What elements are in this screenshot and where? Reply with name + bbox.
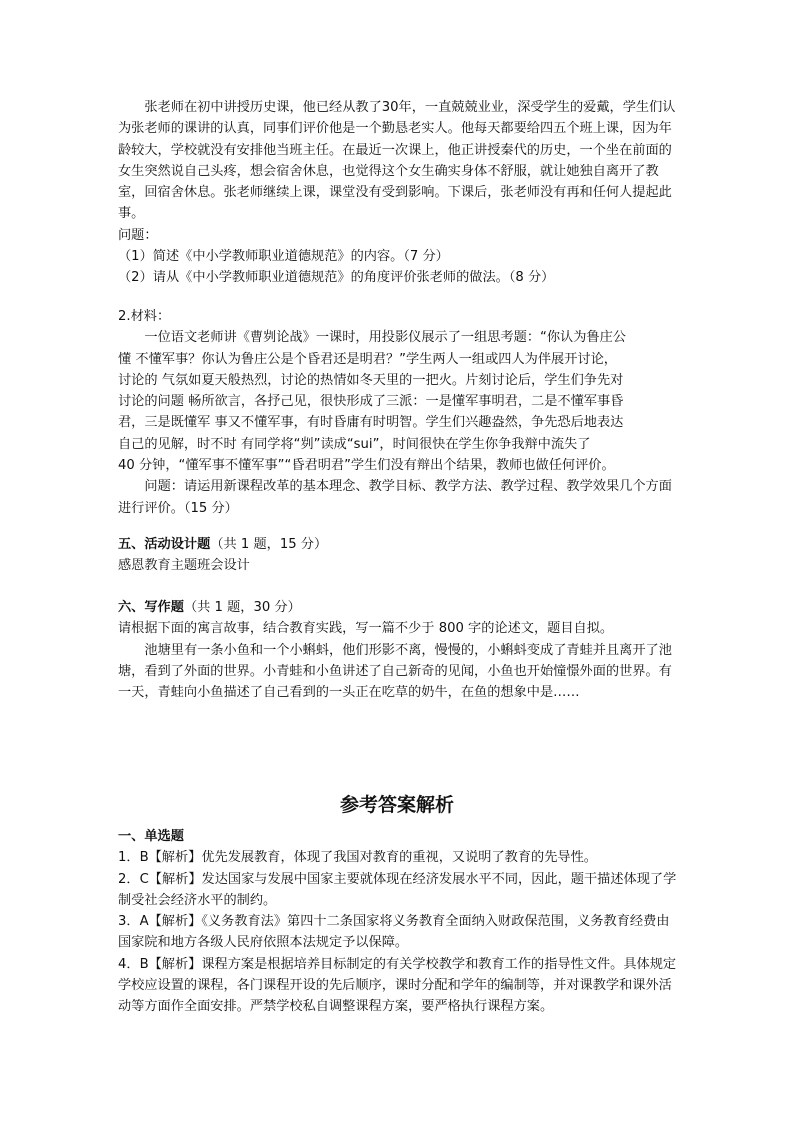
answers-block [118,826,678,1018]
answer-item: 3．A【解析】《义务教育法》第四十二条国家将义务教育全面纳入财政保范围，义务教育经费由国家院和地方各级人民府依照本法规定予以保障。 [118,914,670,951]
answer-item: 4．B【解析】课程方案是根据培养目标制定的有关学校教学和教育工作的指导性文件。具体规定学校应设置的课程，各门课程开设的先后顺序，课时分配和学年的编制等，并对课教学和课外活动等方面作全面安排。严禁学校私自调整课程方案，要严格执行课程方案。 [118,956,677,1015]
section6-title: 六、写作题 [118,600,184,615]
case1-question-label: 问题： [118,227,158,243]
case2-line: 讨论的 气氛如夏天般热烈，讨论的热情如冬天里的一把火。片刻讨论后，学生们争先对 [118,372,624,388]
section5-block [118,534,678,577]
section6-block [118,597,678,703]
answer-item: 1．B【解析】优先发展教育，体现了我国对教育的重视，又说明了教育的先导性。 [118,850,597,866]
case2-material [118,327,678,476]
case1-paragraph: 张老师在初中讲授历史课，他已经从教了30年，一直兢兢业业，深受学生的爱戴，学生们认为张老师的课讲的认真，同事们评价他是一个勤恳老实人。他每天都要给四五个班上课，因为年龄较大，学校就没有安排他当班主任。在最近一次课上，他正讲授秦代的历史，一个坐在前面的女生突然说自己头疼，想会宿舍休息，也觉得这个女生确实身体不舒服，就让她独自离开了教室，回宿舍休息。张老师继续上课，课堂没有受到影响。下课后，张老师没有再和任何人提起此事。 [118,100,676,222]
case2-line: 40 分钟，“懂军事不懂军事”“昏君明君”学生们没有辩出个结果，教师也做任何评价。 [118,458,615,474]
section6-instruction: 请根据下面的寓言故事，结合教育实践，写一篇不少于 800 字的论述文，题目自拟。 [118,621,614,637]
answers-title: 参考答案解析 [339,794,454,816]
case1-question-1: （1）简述《中小学教师职业道德规范》的内容。（7 分） [118,249,449,265]
case1-question-2: （2）请从《中小学教师职业道德规范》的角度评价张老师的做法。（8 分） [118,270,555,286]
case2-block [118,306,678,519]
section5-title: 五、活动设计题 [118,537,211,552]
section5-meta: （共 1 题，15 分） [210,537,328,552]
case2-label: 2.材料： [118,309,171,324]
case2-line: 君，三是既懂军 事又不懂军事，有时昏庸有时明智。学生们兴趣盎然，争先恐后地表达 [118,415,624,431]
case2-line: 讨论的问题 畅所欲言，各抒己见，很快形成了三派：一是懂军事明君，二是不懂军事昏 [118,394,624,410]
section5-content: 感恩教育主题班会设计 [118,558,250,574]
case2-line: 自己的见解，时不时 有同学将“刿”读成“sui”，时间很快在学生你争我辩中流失了 [118,436,591,452]
answer-item: 2．C【解析】发达国家与发展中国家主要就体现在经济发展水平不同，因此，题干描述体现了学制受社会经济水平的制约。 [118,871,677,908]
case1-block [118,97,678,289]
section6-meta: （共 1 题，30 分） [183,600,301,615]
case2-line: 懂 不懂军事？你认为鲁庄公是个昏君还是明君？”学生两人一组或四人为伴展开讨论， [118,351,617,367]
case2-question: 问题：请运用新课程改革的基本理念、教学目标、教学方法、教学过程、教学效果几个方面进行评价。（15 分） [118,479,672,516]
answers-section-title: 一、单选题 [118,829,184,844]
case2-line: 一位语文老师讲《曹刿论战》一课时，用投影仪展示了一组思考题：“你认为鲁庄公 [144,330,626,346]
section6-story: 池塘里有一条小鱼和一个小蝌蚪，他们形影不离，慢慢的，小蝌蚪变成了青蛙并且离开了池塘，看到了外面的世界。小青蛙和小鱼讲述了自己新奇的见闻，小鱼也开始憧憬外面的世界。有一天，青蛙向小鱼描述了自己看到的一头正在吃草的奶牛，在鱼的想象中是…… [118,642,672,701]
